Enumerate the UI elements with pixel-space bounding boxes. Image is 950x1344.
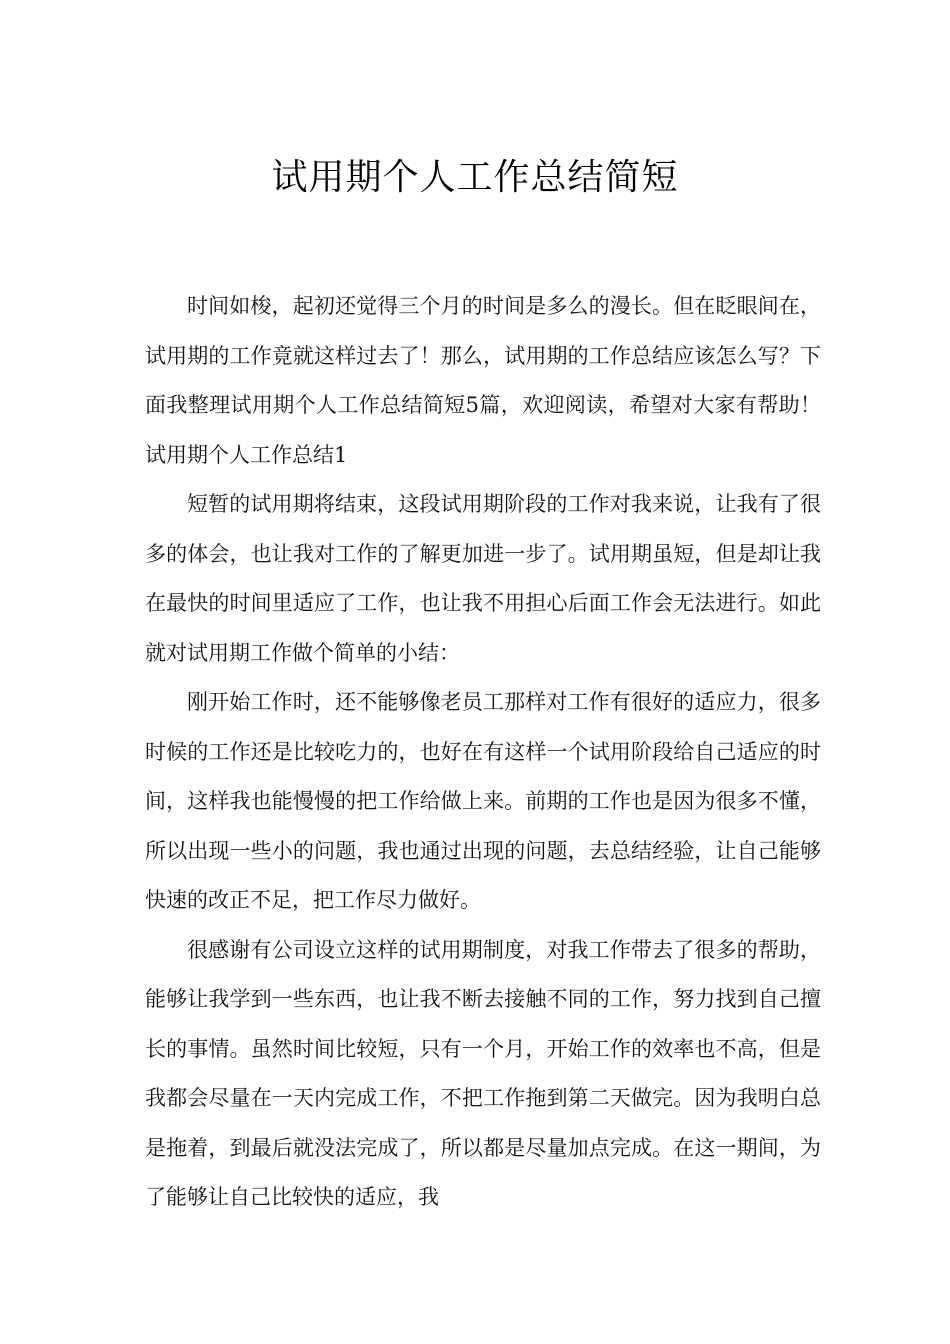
paragraph-3: 刚开始工作时，还不能够像老员工那样对工作有很好的适应力，很多时候的工作还是比较吃力的，也好在有这样一个试用阶段给自己适应的时间，这样我也能慢慢的把工作给做上来。前期的工作也是因为很多不懂，所以出现一些小的问题，我也通过出现的问题，去总结经验，让自己能够快速的改正不足，把工作尽力做好。 [145, 690, 821, 912]
paragraph-2: 短暂的试用期将结束，这段试用期阶段的工作对我来说，让我有了很多的体会，也让我对工作的了解更加进一步了。试用期虽短，但是却让我在最快的时间里适应了工作，也让我不用担心后面工作会无法进行。如此就对试用期工作做个简单的小结： [145, 492, 821, 665]
document-body [145, 282, 821, 1223]
document-title: 试用期个人工作总结简短 [271, 157, 679, 199]
paragraph-1: 时间如梭，起初还觉得三个月的时间是多么的漫长。但在眨眼间在，试用期的工作竟就这样过去了！那么，试用期的工作总结应该怎么写？下面我整理试用期个人工作总结简短5篇，欢迎阅读，希望对大家有帮助！试用期个人工作总结1 [145, 294, 821, 467]
paragraph-4: 很感谢有公司设立这样的试用期制度，对我工作带去了很多的帮助，能够让我学到一些东西，也让我不断去接触不同的工作，努力找到自己擅长的事情。虽然时间比较短，只有一个月，开始工作的效率也不高，但是我都会尽量在一天内完成工作，不把工作拖到第二天做完。因为我明白总是拖着，到最后就没法完成了，所以都是尽量加点完成。在这一期间，为了能够让自己比较快的适应，我 [145, 937, 821, 1209]
